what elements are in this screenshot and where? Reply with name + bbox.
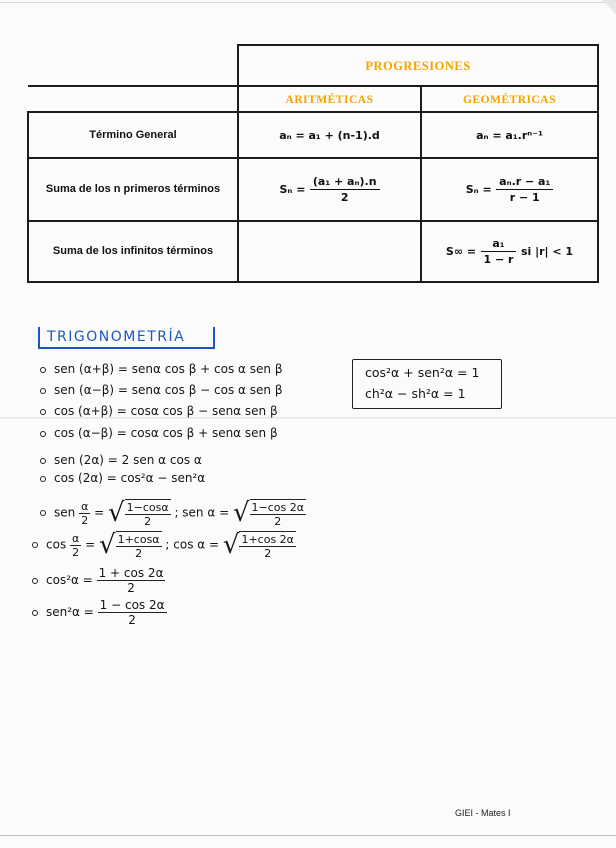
col-header-geom-label: GEOMÉTRICAS: [462, 94, 557, 106]
table-title-cell: [238, 45, 598, 86]
sqrt: [233, 498, 306, 528]
table-row-sum-n: [28, 158, 598, 221]
denominator: 2: [144, 514, 152, 528]
folded-corner-icon: [602, 0, 616, 14]
denominator: r − 1: [509, 191, 540, 204]
numerator: aₙ.r − a₁: [496, 175, 553, 190]
col-header-geom: [421, 86, 598, 112]
denominator: 2: [72, 545, 80, 559]
bullet-icon: [40, 431, 46, 437]
table-title: PROGRESIONES: [365, 58, 471, 73]
formula-text: sen (α+β) = senα cos β + cos α sen β: [54, 362, 283, 376]
formula-text: sen: [54, 505, 76, 520]
page-footer: GIEI - Mates I: [455, 808, 511, 818]
formula-sen-squared: [32, 598, 167, 627]
arith-general-term: [238, 112, 421, 158]
arith-sum-infinite: [238, 221, 421, 282]
row-label: Suma de los infinitos términos: [28, 221, 238, 282]
col-header-arith-label: ARITMÉTICAS: [285, 94, 374, 106]
bullet-icon: [40, 367, 46, 373]
table-blank-corner-2: [28, 86, 238, 112]
bullet-icon: [40, 409, 46, 415]
fraction: [250, 501, 306, 528]
title-underline: [38, 347, 215, 349]
formula: aₙ = a₁ + (n-1).d: [279, 129, 380, 142]
sqrt-icon: √: [99, 530, 116, 560]
formula-text: cos (α−β) = cosα cos β + senα sen β: [54, 426, 278, 440]
formula-text: sen²α =: [46, 605, 94, 619]
fraction: [310, 175, 380, 204]
numerator: 1+cosα: [117, 532, 160, 546]
geom-general-term: [421, 112, 598, 158]
bullet-icon: [40, 388, 46, 394]
row-label: Término General: [28, 112, 238, 158]
formula-cos-double: [40, 471, 205, 485]
sqrt-icon: √: [232, 498, 250, 528]
table-row-general-term: [28, 112, 598, 158]
formula-text: ; sen α =: [174, 505, 230, 520]
denominator: 2: [264, 546, 272, 560]
formula-text: cos (α+β) = cosα cos β − senα sen β: [54, 404, 278, 418]
title-bracket-left: [38, 327, 40, 347]
sqrt-icon: √: [108, 498, 125, 528]
numerator: 1 + cos 2α: [98, 566, 164, 580]
table-blank-corner: [28, 45, 238, 86]
bullet-icon: [40, 458, 46, 464]
condition: si |r| < 1: [520, 245, 574, 258]
identity-pythagorean: cos²α + sen²α = 1: [365, 365, 480, 380]
bullet-icon: [40, 476, 46, 482]
formula-text: ; cos α =: [165, 537, 220, 552]
numerator: α: [72, 531, 80, 545]
fraction: [116, 533, 162, 560]
formula-text: sen (2α) = 2 sen α cos α: [54, 453, 202, 467]
geom-sum-n: [421, 158, 598, 221]
title-bracket-right: [213, 327, 215, 347]
sqrt: [99, 530, 162, 560]
col-header-arith: [238, 86, 421, 112]
denominator: 2: [128, 613, 136, 627]
sqrt: [223, 530, 296, 560]
formula-sen-double: [40, 453, 202, 467]
sqrt: [108, 498, 171, 528]
numerator: 1−cos 2α: [251, 500, 305, 514]
denominator: 2: [340, 191, 349, 204]
sqrt-icon: √: [222, 530, 240, 560]
formula-text: cos²α =: [46, 573, 93, 587]
denominator: 2: [81, 513, 89, 527]
bullet-icon: [32, 578, 38, 584]
formula: aₙ = a₁.rⁿ⁻¹: [476, 129, 543, 142]
bullet-icon: [32, 542, 38, 548]
denominator: 1 − r: [483, 253, 514, 266]
fraction: [496, 175, 553, 204]
fraction: [70, 532, 81, 559]
denominator: 2: [274, 514, 282, 528]
trig-title-text: TRIGONOMETRÍA: [47, 329, 186, 345]
arith-sum-n: [238, 158, 421, 221]
fraction: [97, 566, 166, 595]
formula-sen-diff: [40, 383, 282, 397]
formula-text: cos: [46, 537, 67, 552]
formula-text: sen (α−β) = senα cos β − cos α sen β: [54, 383, 283, 397]
identities-box: [352, 359, 502, 409]
numerator: (a₁ + aₙ).n: [310, 175, 380, 190]
row-label: Suma de los n primeros términos: [28, 158, 238, 221]
formula-lhs: S∞ =: [445, 245, 477, 258]
numerator: 1+cos 2α: [241, 532, 294, 546]
fraction: [239, 533, 295, 560]
fraction: [125, 501, 171, 528]
bullet-icon: [32, 610, 38, 616]
fraction: [98, 598, 167, 627]
formula-cos-half: cos $\frac{\alpha}{2}$ = √ $\frac{1+\cos\alpha}{2}$ ; cos α = √ $\frac{1+\cos 2\alpha}{2}$: [32, 530, 296, 560]
page-bottom-edge: [0, 835, 616, 836]
formula-cos-squared: [32, 566, 165, 595]
formula-cos-diff: [40, 426, 278, 440]
bullet-icon: [40, 510, 46, 516]
denominator: 2: [135, 546, 143, 560]
trig-title: [38, 327, 208, 347]
table-row-sum-infinite: [28, 221, 598, 282]
formula-cos-sum: [40, 404, 278, 418]
numerator: α: [81, 499, 89, 513]
numerator: 1−cosα: [126, 500, 169, 514]
formula-sen-half: sen $\frac{\alpha}{2}$ = √ $\frac{1-\cos\alpha}{2}$ ; sen α = √ $\frac{1-\cos 2\alpha}{2}$: [40, 498, 306, 528]
numerator: a₁: [481, 237, 517, 252]
fraction: [79, 500, 90, 527]
fraction: [481, 237, 517, 266]
formula-sen-sum: [40, 362, 282, 376]
identity-hyperbolic: ch²α − sh²α = 1: [365, 386, 466, 401]
geom-sum-infinite: [421, 221, 598, 282]
formula-lhs: Sₙ =: [279, 183, 306, 196]
numerator: 1 − cos 2α: [99, 598, 165, 612]
formula-lhs: Sₙ =: [465, 183, 492, 196]
progressions-table: [27, 44, 599, 283]
formula-text: cos (2α) = cos²α − sen²α: [54, 471, 206, 485]
scan-top-edge: [0, 2, 616, 3]
denominator: 2: [127, 581, 135, 595]
